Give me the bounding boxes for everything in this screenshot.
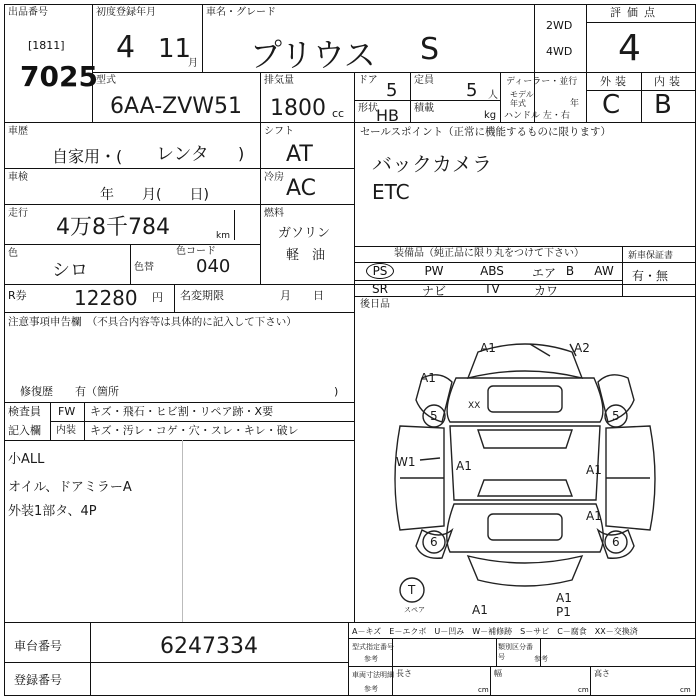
handwritten-note: 小ALL bbox=[8, 452, 45, 467]
new-warranty-value: 有・無 bbox=[632, 269, 669, 283]
divider bbox=[500, 72, 501, 122]
divider bbox=[410, 72, 411, 122]
first-reg-month: 11 bbox=[158, 34, 192, 64]
divider bbox=[354, 280, 622, 281]
diagram-mark: A1 bbox=[586, 463, 602, 477]
ref-label: 参考 bbox=[534, 655, 548, 663]
divider bbox=[354, 312, 355, 622]
inspection-value: 年 月( 日) bbox=[100, 187, 209, 203]
displacement-label: 排気量 bbox=[264, 75, 294, 86]
divider bbox=[4, 122, 696, 123]
history-label: 車歴 bbox=[8, 126, 28, 137]
fuel-light-oil: 軽 油 bbox=[286, 248, 326, 263]
load-label: 積載 bbox=[414, 103, 434, 114]
model-label: 車名・グレード bbox=[206, 7, 276, 18]
vehicle-length-label: 車両寸法明細 bbox=[352, 671, 394, 679]
divider bbox=[496, 638, 497, 666]
first-reg-label: 初度登録年月 bbox=[96, 7, 156, 18]
mileage-unit: km bbox=[216, 231, 230, 241]
int-label: 内装 bbox=[56, 425, 76, 436]
history-value: 自家用・( bbox=[52, 147, 123, 166]
divider bbox=[348, 638, 696, 639]
divider bbox=[84, 402, 85, 440]
divider bbox=[490, 666, 491, 696]
divider bbox=[234, 210, 235, 240]
divider bbox=[641, 72, 642, 122]
fuel-label: 燃料 bbox=[264, 208, 284, 219]
cm-unit: cm bbox=[578, 686, 589, 694]
drive-2wd: 2WD bbox=[546, 19, 573, 32]
divider bbox=[4, 662, 348, 663]
equipment-aw: AW bbox=[594, 264, 614, 278]
score: 4 bbox=[618, 28, 641, 69]
capacity-value: 5 bbox=[466, 80, 478, 101]
inspector-label-2: 記入欄 bbox=[8, 424, 41, 437]
equipment-navi: ナビ bbox=[421, 284, 446, 298]
score-label: 評価点 bbox=[610, 6, 661, 19]
divider bbox=[354, 262, 696, 263]
capacity-label: 定員 bbox=[414, 75, 434, 86]
diagram-mark: A1 bbox=[472, 603, 488, 617]
equipment-leather: カワ bbox=[533, 284, 558, 298]
mileage-label: 走行 bbox=[8, 208, 28, 219]
divider bbox=[260, 72, 261, 122]
diagram-mark: 6 bbox=[430, 535, 438, 549]
exterior-label: 外装 bbox=[600, 75, 630, 88]
divider bbox=[4, 168, 354, 169]
new-warranty-label: 新車保証書 bbox=[628, 251, 674, 261]
shape-label: 形状 bbox=[358, 103, 378, 114]
divider bbox=[354, 72, 355, 122]
after-market-label: 後日品 bbox=[360, 299, 390, 310]
modify-label: 型式指定番号 bbox=[352, 643, 394, 651]
spare-label: スペア bbox=[404, 606, 425, 614]
divider bbox=[174, 284, 175, 312]
car-name: プリウス bbox=[250, 36, 376, 74]
chassis-label: 車台番号 bbox=[14, 639, 63, 653]
fw-items: キズ・飛石・ヒビ割・リペア跡・X要 bbox=[90, 405, 274, 418]
diagram-mark: A1 bbox=[556, 591, 572, 605]
fw-label: FW bbox=[58, 405, 76, 418]
door-value: 5 bbox=[386, 80, 398, 101]
sales-point-item: バックカメラ bbox=[372, 152, 492, 176]
type-value: 6AA-ZVW51 bbox=[110, 94, 243, 119]
shift-value: AT bbox=[286, 142, 313, 167]
interior-label: 内装 bbox=[654, 75, 684, 88]
lot-number: 7025 bbox=[20, 60, 98, 93]
history-close: ) bbox=[238, 144, 245, 163]
inspection-label: 車検 bbox=[8, 172, 28, 183]
model-year-label: モデル年式 bbox=[510, 90, 534, 108]
divider bbox=[354, 100, 500, 101]
diagram-mark: 5 bbox=[612, 409, 620, 423]
divider bbox=[202, 4, 203, 72]
height-label: 高さ bbox=[594, 669, 610, 678]
divider bbox=[130, 244, 131, 284]
shift-label: シフト bbox=[264, 126, 294, 137]
sales-point-item: ETC bbox=[372, 180, 410, 204]
type-label: 型式 bbox=[96, 75, 116, 86]
equipment-pw: PW bbox=[424, 264, 444, 278]
car-diagram bbox=[360, 330, 690, 620]
mileage-value: 4万8千784 bbox=[56, 215, 170, 240]
lot-label: 出品番号 bbox=[8, 7, 48, 18]
color-value: シロ bbox=[52, 260, 88, 281]
repair-close: ) bbox=[334, 385, 339, 398]
notes-label: 注意事項申告欄 （不具合内容等は具体的に記入して下さい） bbox=[8, 316, 297, 328]
int-items: キズ・汚レ・コゲ・穴・スレ・キレ・破レ bbox=[90, 424, 299, 437]
exterior-grade: C bbox=[602, 90, 621, 120]
divider bbox=[4, 204, 354, 205]
handwritten-note: 外装1部タ、4P bbox=[8, 504, 97, 519]
class-label: 類別区分番号 bbox=[498, 643, 533, 661]
diagram-mark: XX bbox=[468, 401, 481, 411]
displacement-value: 1800 bbox=[270, 96, 326, 121]
diagram-mark: A1 bbox=[456, 459, 472, 473]
divider bbox=[50, 402, 51, 440]
divider bbox=[50, 421, 354, 422]
divider bbox=[4, 622, 696, 623]
divider bbox=[348, 666, 696, 667]
diagram-mark: A2 bbox=[574, 341, 590, 355]
divider bbox=[348, 622, 349, 696]
cm-unit: cm bbox=[478, 686, 489, 694]
r-value: 12280 bbox=[74, 286, 138, 310]
divider bbox=[4, 312, 354, 313]
chassis-value: 6247334 bbox=[160, 634, 258, 659]
drive-4wd: 4WD bbox=[546, 45, 573, 58]
shape-value: HB bbox=[376, 106, 400, 125]
divider bbox=[4, 284, 696, 285]
diagram-mark: A1 bbox=[480, 341, 496, 355]
model-year-unit: 年 bbox=[570, 99, 580, 109]
equipment-label: 装備品（純正品に限り丸をつけて下さい） bbox=[394, 248, 584, 259]
color-code-value: 040 bbox=[196, 256, 231, 277]
ref-label: 参考 bbox=[364, 655, 378, 663]
load-unit: kg bbox=[484, 110, 497, 121]
interior-grade: B bbox=[654, 90, 672, 120]
handle-label: ハンドル 左・右 bbox=[504, 111, 570, 121]
divider bbox=[622, 246, 623, 296]
diagram-mark: A1 bbox=[586, 509, 602, 523]
color-code-label: 色コード bbox=[176, 246, 216, 257]
dealer-label: ディーラー・並行 bbox=[506, 77, 578, 87]
repair-label: 修復歴 有（箇所 bbox=[20, 385, 119, 398]
grade: S bbox=[420, 32, 440, 67]
lot-code: [1811] bbox=[28, 39, 65, 52]
equipment-tv: TV bbox=[484, 282, 500, 296]
divider bbox=[354, 246, 696, 247]
length-label: 長さ bbox=[396, 669, 412, 678]
diagram-mark: 5 bbox=[430, 409, 438, 423]
equipment-abs: ABS bbox=[480, 264, 504, 278]
name-change-unit: 月 日 bbox=[280, 289, 324, 302]
ac-label: 冷房 bbox=[264, 172, 284, 183]
handwritten-note: オイル、ドアミラーA bbox=[8, 480, 132, 495]
equipment-ps: PS bbox=[366, 263, 394, 279]
divider bbox=[92, 72, 696, 73]
name-change-label: 名変期限 bbox=[180, 289, 224, 302]
r-label: R券 bbox=[8, 289, 27, 302]
capacity-unit: 人 bbox=[488, 90, 498, 101]
fuel-gasoline: ガソリン bbox=[278, 226, 331, 241]
diagram-mark: P1 bbox=[556, 605, 571, 619]
first-reg-month-unit: 月 bbox=[188, 58, 198, 69]
first-reg-year: 4 bbox=[116, 30, 136, 65]
diagram-mark: 6 bbox=[612, 535, 620, 549]
divider bbox=[260, 122, 261, 284]
cm-unit: cm bbox=[680, 686, 691, 694]
recolor-label: 色替 bbox=[134, 262, 154, 273]
width-label: 幅 bbox=[494, 669, 502, 678]
diagram-mark: A1 bbox=[420, 371, 436, 385]
divider bbox=[90, 622, 91, 696]
color-label: 色 bbox=[8, 248, 18, 259]
equipment-sr: SR bbox=[372, 282, 388, 296]
damage-legend: A－キズ E－エクボ U－凹み W－補修跡 S－サビ C－腐食 XX－交換済 bbox=[352, 627, 638, 636]
diagram-mark: T bbox=[408, 583, 416, 597]
divider bbox=[4, 244, 260, 245]
divider bbox=[182, 440, 183, 622]
door-label: ドア bbox=[358, 75, 378, 86]
ac-value: AC bbox=[286, 176, 317, 201]
divider bbox=[354, 296, 696, 297]
divider bbox=[4, 402, 354, 403]
r-unit: 円 bbox=[152, 291, 163, 304]
divider bbox=[4, 440, 354, 441]
divider bbox=[586, 22, 696, 23]
diagram-mark: W1 bbox=[396, 455, 416, 469]
equipment-aircon: エア bbox=[531, 266, 556, 280]
reg-label: 登録番号 bbox=[14, 673, 63, 687]
inspector-label-1: 検査員 bbox=[8, 405, 41, 418]
ref-label: 参考 bbox=[364, 685, 378, 693]
sales-points-label: セールスポイント（正常に機能するものに限ります） bbox=[360, 126, 612, 138]
divider bbox=[590, 666, 591, 696]
history-note: レンタ bbox=[156, 144, 209, 165]
displacement-unit: cc bbox=[332, 107, 345, 120]
equipment-b: B bbox=[565, 264, 575, 278]
